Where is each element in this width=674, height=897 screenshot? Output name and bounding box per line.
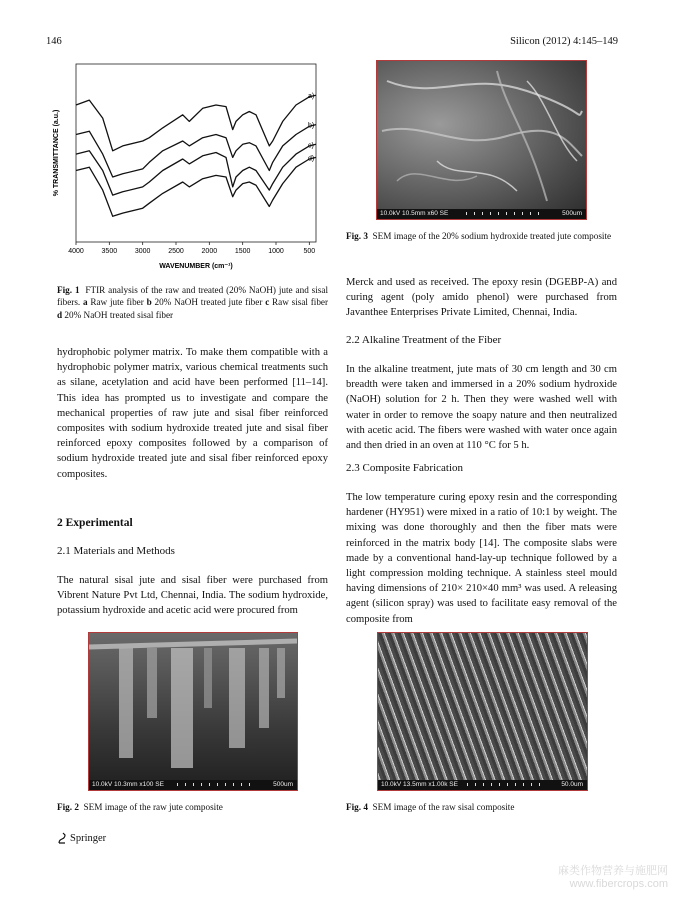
x-tick-label: 3000 bbox=[134, 248, 151, 255]
page-number: 146 bbox=[46, 36, 62, 47]
chart-xlabel: WAVENUMBER (cm⁻¹) bbox=[159, 263, 233, 270]
fig1-caption-a-text: Raw jute fiber bbox=[90, 297, 144, 308]
chart-ylabel: % TRANSMITTANCE (a.u.) bbox=[53, 109, 60, 197]
fig4-caption bbox=[346, 801, 617, 813]
series-label-c: c) bbox=[308, 142, 314, 150]
x-tick-label: 1000 bbox=[268, 248, 284, 255]
fig1-caption-text: FTIR analysis of the raw and treated (20% NaOH) jute and sisal fibers. bbox=[57, 285, 329, 308]
section-2-2-heading: 2.2 Alkaline Treatment of the Fiber bbox=[346, 334, 502, 346]
journal-citation: Silicon (2012) 4:145–149 bbox=[510, 36, 618, 47]
fig2-caption-label: Fig. 2 bbox=[57, 802, 79, 812]
footer-publisher bbox=[57, 832, 106, 844]
fig3-scale-label: 500um bbox=[562, 210, 582, 217]
x-tick-label: 1500 bbox=[234, 248, 251, 255]
fig1-caption bbox=[57, 284, 328, 321]
fig4-sem-params: 10.0kV 13.5mm x1.00k SE bbox=[381, 781, 458, 788]
fig2-caption bbox=[57, 801, 328, 813]
fig2-sem-databar bbox=[89, 780, 297, 790]
fig2-caption-text: SEM image of the raw jute composite bbox=[83, 802, 223, 812]
fig3-caption bbox=[346, 230, 617, 242]
watermark-line1: 麻类作物营养与施肥网 bbox=[558, 865, 668, 877]
section-2-1-text: The natural sisal jute and sisal fiber were purchased from Vibrent Nature Pvt Ltd, Chennai, India. The sodium hydroxide, potassium hydroxide and acetic acid were procured from bbox=[57, 575, 328, 617]
left-paragraph: hydrophobic polymer matrix. To make them compatible with a hydrophobic polymer matrix, various chemical treatments such as silane, acetylation and acid have been performed [11–14]. This idea has prompted us to investigate and compare the mechanical properties of raw jute and sisal fiber reinforced composites with sodium hydroxide treated jute and sisal fiber reinforced epoxy composites followed by a comparison of sodium hydroxide treated jute and sisal fiber reinforced epoxy composites. bbox=[57, 347, 328, 480]
fig4-sem-image bbox=[377, 632, 588, 791]
x-tick-label: 2500 bbox=[168, 248, 184, 255]
section-2-1-heading: 2.1 Materials and Methods bbox=[57, 545, 175, 557]
fig3-caption-text: SEM image of the 20% sodium hydroxide treated jute composite bbox=[372, 231, 612, 241]
series-line-d bbox=[76, 157, 316, 216]
fig4-scale-ticks bbox=[467, 783, 547, 786]
fig1-caption-b: b bbox=[146, 297, 152, 308]
fig3-fiber-texture bbox=[377, 61, 586, 209]
watermark bbox=[508, 862, 668, 890]
fig2-sem-image bbox=[88, 632, 298, 791]
fig3-sem-image bbox=[376, 60, 587, 220]
fig1-caption-label: Fig. 1 bbox=[57, 285, 80, 295]
section-2-3-heading: 2.3 Composite Fabrication bbox=[346, 462, 464, 474]
fig3-scale-ticks bbox=[466, 212, 546, 215]
series-label-a: a) bbox=[308, 93, 315, 101]
fig4-caption-text: SEM image of the raw sisal composite bbox=[372, 802, 515, 812]
x-tick-label: 3500 bbox=[101, 248, 118, 255]
fig1-caption-a: a bbox=[82, 297, 88, 308]
series-label-d: d) bbox=[308, 155, 315, 163]
watermark-line2: www.fibercrops.com bbox=[569, 878, 668, 890]
fig3-sem-databar bbox=[377, 209, 586, 219]
series-label-b: b) bbox=[308, 122, 315, 130]
fig3-sem-params: 10.0kV 10.5mm x60 SE bbox=[380, 210, 449, 217]
fig1-caption-c: c bbox=[265, 297, 270, 308]
fig1-caption-b-text: 20% NaOH treated jute fiber bbox=[154, 297, 263, 308]
fig4-scale-label: 50.0um bbox=[561, 781, 583, 788]
section-2-3-text: The low temperature curing epoxy resin and the corresponding hardener (HY951) were mixed in a ratio of 10:1 by weight. The mixing was done thoroughly and then the fiber mats were reinforced in the matrix body [14]. The composite slabs were made by a conventional hand-lay-up technique followed by a light compression molding technique. A stainless steel mould having dimensions of 210× 210×40 mm³ was used. A releasing agent (silicon spray) was used to facilitate easy removal of the composite from bbox=[346, 492, 617, 625]
fig2-scale-ticks bbox=[177, 783, 257, 786]
fig2-sem-params: 10.0kV 10.3mm x100 SE bbox=[92, 781, 164, 788]
x-tick-label: 4000 bbox=[68, 248, 84, 255]
fig4-caption-label: Fig. 4 bbox=[346, 802, 368, 812]
fig2-fiber-texture bbox=[89, 633, 297, 780]
publisher-name: Springer bbox=[70, 832, 107, 844]
x-tick-label: 500 bbox=[303, 248, 316, 255]
ftir-chart bbox=[40, 58, 340, 280]
fig1-caption-d: d bbox=[57, 309, 63, 320]
springer-logo-icon bbox=[57, 832, 67, 844]
x-tick-label: 2000 bbox=[201, 248, 218, 255]
series-line-b bbox=[76, 122, 316, 177]
fig3-caption-label: Fig. 3 bbox=[346, 231, 368, 241]
fig1-caption-c-text: Raw sisal fiber bbox=[272, 297, 329, 308]
fig2-scale-label: 500um bbox=[273, 781, 293, 788]
section-2-heading: 2 Experimental bbox=[57, 517, 133, 529]
fig1-caption-d-text: 20% NaOH treated sisal fiber bbox=[64, 309, 174, 320]
right-paragraph-1: Merck and used as received. The epoxy resin (DGEBP-A) and curing agent (poly amido phenol) were purchased from Javanthee Enterprises Private Limited, Chennai, India. bbox=[346, 277, 617, 319]
section-2-2-text: In the alkaline treatment, jute mats of 30 cm length and 30 cm breadth were taken and immersed in a 20% sodium hydroxide (NaOH) solution for 2 h. Then they were washed well with water in order to remove the soapy nature and then neutralized with acetic acid. The fibers were washed with water once again and then dried in an oven at 110 °C for 5 h. bbox=[346, 364, 617, 452]
fig4-sem-databar bbox=[378, 780, 587, 790]
